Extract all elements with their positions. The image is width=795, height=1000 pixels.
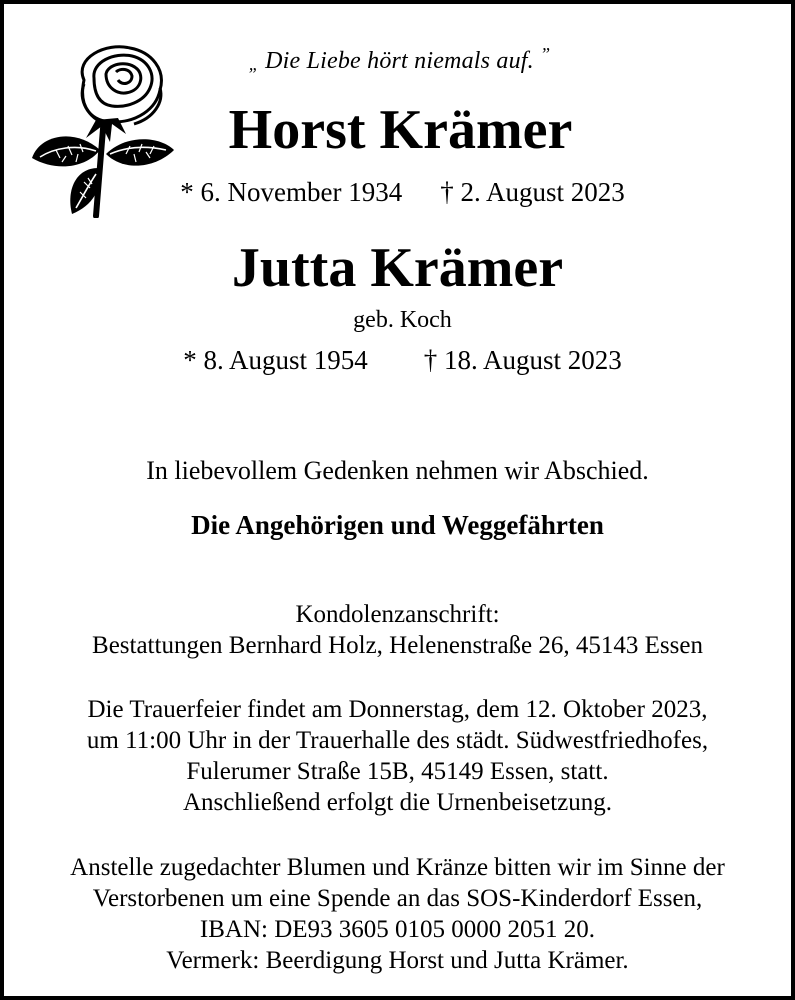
motto-close-quote: ” bbox=[540, 44, 551, 64]
condolence-address bbox=[4, 599, 791, 661]
ceremony-line: Anschließend erfolgt die Urnenbeisetzung. bbox=[182, 789, 613, 816]
birth-date-1: * 6. November 1934 bbox=[180, 177, 403, 207]
condolence-address-line: Bestattungen Bernhard Holz, Helenenstraße 26, 45143 Essen bbox=[92, 632, 703, 659]
deceased-name-2: Jutta Krämer bbox=[231, 237, 564, 299]
farewell-text: In liebevollem Gedenken nehmen wir Abschied. bbox=[146, 456, 649, 485]
donation-info bbox=[4, 852, 791, 976]
ceremony-line: Fulerumer Straße 15B, 45149 Essen, statt. bbox=[186, 758, 609, 785]
ceremony-line: Die Trauerfeier findet am Donnerstag, dem 12. Oktober 2023, bbox=[87, 696, 708, 723]
death-date-2: † 18. August 2023 bbox=[423, 345, 622, 375]
ceremony-info bbox=[4, 694, 791, 818]
motto-text: Die Liebe hört niemals auf. bbox=[265, 48, 534, 74]
donation-line: IBAN: DE93 3605 0105 0000 2051 20. bbox=[199, 916, 596, 943]
maiden-name: geb. Koch bbox=[353, 307, 452, 333]
condolence-label: Kondolenzanschrift: bbox=[295, 601, 500, 628]
motto bbox=[4, 44, 791, 75]
ceremony-line: um 11:00 Uhr in der Trauerhalle des städt. Südwestfriedhofes, bbox=[86, 727, 709, 754]
birth-date-2: * 8. August 1954 bbox=[183, 345, 368, 375]
death-date-1: † 2. August 2023 bbox=[440, 177, 625, 207]
motto-open-quote: „ bbox=[248, 54, 259, 74]
deceased-dates-2 bbox=[4, 345, 791, 376]
deceased-dates-1 bbox=[4, 177, 791, 208]
donation-line: Anstelle zugedachter Blumen und Kränze bitten wir im Sinne der bbox=[70, 854, 725, 881]
family-signature: Die Angehörigen und Weggefährten bbox=[191, 510, 604, 540]
donation-line: Vermerk: Beerdigung Horst und Jutta Krämer. bbox=[166, 947, 629, 974]
donation-line: Verstorbenen um eine Spende an das SOS-Kinderdorf Essen, bbox=[92, 885, 703, 912]
deceased-name-1: Horst Krämer bbox=[228, 99, 573, 161]
